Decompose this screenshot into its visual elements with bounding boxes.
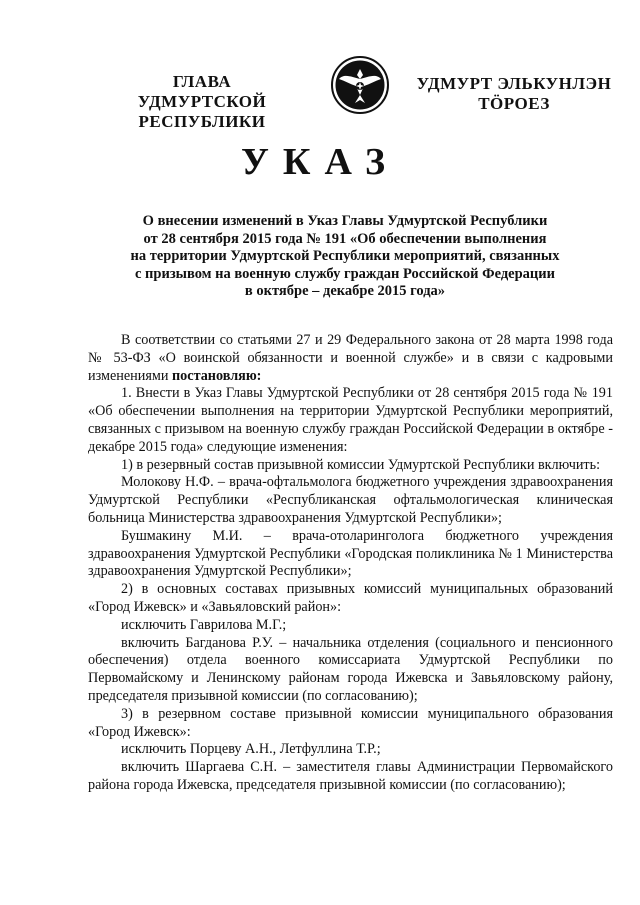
paragraph-subitem-3: 3) в резервном составе призывной комиссии муниципального образования «Город Ижевск»: — [88, 705, 613, 740]
preamble-decree-word: постановляю: — [172, 367, 262, 384]
header-right-line2: ТӦРОЕЗ — [478, 94, 550, 113]
header-right-line1: УДМУРТ ЭЛЬКУНЛЭН — [416, 74, 612, 93]
document-type: УКАЗ — [241, 141, 399, 183]
paragraph-exclude-gavrilov: исключить Гаврилова М.Г.; — [121, 616, 287, 633]
paragraph-exclude-portseva: исключить Порцеву А.Н., Летфуллина Т.Р.; — [121, 741, 381, 758]
document-title — [100, 213, 590, 301]
header-left — [86, 72, 318, 132]
title-line: на территории Удмуртской Республики мероприятий, связанных — [130, 248, 560, 264]
document-body — [88, 332, 613, 795]
paragraph-preamble — [88, 332, 613, 385]
header-left-line1: ГЛАВА — [172, 72, 232, 91]
paragraph-bushmakina: Бушмакину М.И. – врача-отоларинголога бюджетного учреждения здравоохранения Удмуртской Республики «Городская поликлиника № 1 Министерства здравоохранения Удмуртской Республики»; — [88, 527, 613, 580]
title-line: О внесении изменений в Указ Главы Удмуртской Республики — [142, 213, 548, 229]
paragraph-include-shargaev: включить Шаргаева С.Н. – заместителя главы Администрации Первомайского района города Ижевска, председателя призывной комиссии (по согласованию); — [88, 759, 613, 793]
udmurt-coat-of-arms-icon — [330, 55, 390, 115]
preamble-text: В соответствии со статьями 27 и 29 Федерального закона от 28 марта 1998 года № 53-ФЗ «О воинской обязанности и военной службе» и в связи с кадровыми изменениями — [88, 332, 613, 384]
paragraph-include-bagdanov: включить Багданова Р.У. – начальника отделения (социального и пенсионного обеспечения) отдела военного комиссариата Удмуртской Республики по Первомайскому и Ленинскому районам города Ижевска и Завьяловскому району, председателя призывной комиссии (по согласованию); — [88, 634, 613, 704]
header-right — [414, 74, 614, 114]
paragraph-item-1: 1. Внести в Указ Главы Удмуртской Республики от 28 сентября 2015 года № 191 «Об обеспечении выполнения на территории Удмуртской Республики мероприятий, связанных с призывом на военную службу граждан Российской Федерации в октябре - декабре 2015 года» следующие изменения: — [88, 385, 613, 455]
paragraph-molokova: Молокову Н.Ф. – врача-офтальмолога бюджетного учреждения здравоохранения Удмуртской Республики «Республиканская офтальмологическая клиническая больница Министерства здравоохранения Удмуртской Республики»; — [88, 474, 613, 526]
paragraph-subitem-2: 2) в основных составах призывных комиссий муниципальных образований «Город Ижевск» и «Завьяловский район»: — [88, 581, 613, 615]
paragraph-subitem-1: 1) в резервный состав призывной комиссии Удмуртской Республики включить: — [121, 456, 601, 473]
title-line: от 28 сентября 2015 года № 191 «Об обеспечении выполнения — [143, 230, 547, 247]
title-line: с призывом на военную службу граждан Российской Федерации — [134, 265, 555, 282]
header-left-line2: УДМУРТСКОЙ РЕСПУБЛИКИ — [137, 92, 267, 131]
title-line: в октябре – декабре 2015 года» — [244, 283, 446, 299]
